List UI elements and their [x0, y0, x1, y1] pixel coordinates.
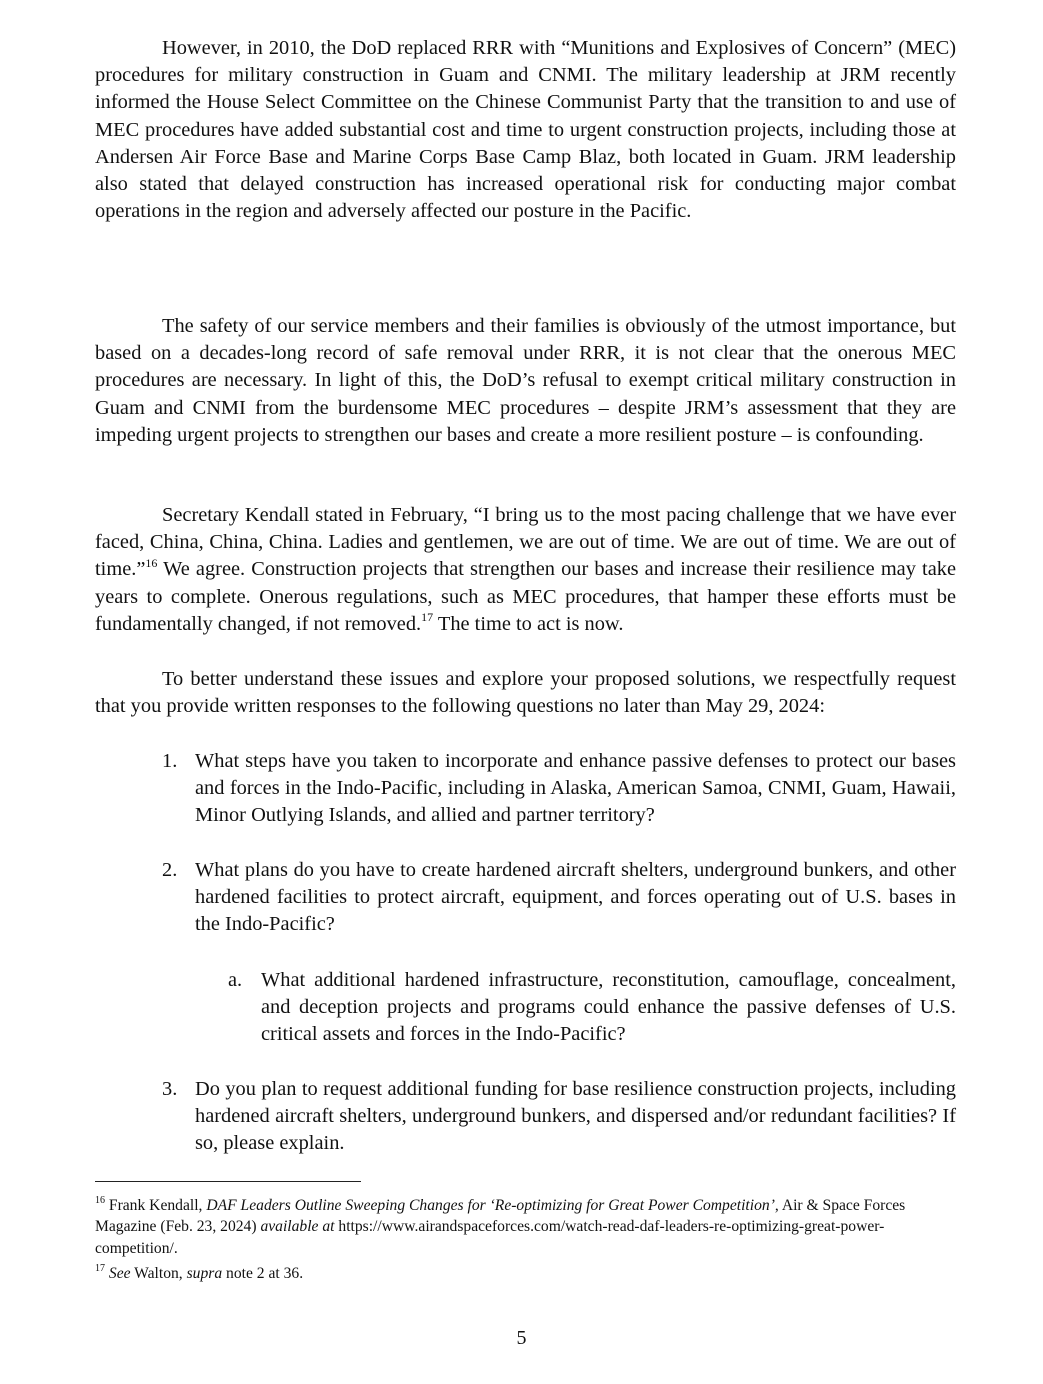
- page-number: 5: [516, 1327, 527, 1349]
- footnote-title: DAF Leaders Outline Sweeping Changes for ‘Re-optimizing for Great Power Competition’: [206, 1197, 775, 1214]
- footnote-available-at: available at: [260, 1218, 335, 1236]
- footnote-16: [95, 1195, 957, 1259]
- question-1: What steps have you taken to incorporate and enhance passive defenses to protect our bases and forces in the Indo-Pacific, including in Alaska, American Samoa, CNMI, Guam, Hawaii, Minor Outlying Islands, and allied and partner territory?: [195, 750, 956, 827]
- paragraph-request: [95, 666, 956, 720]
- footnote-number: 17: [95, 1262, 105, 1274]
- footnote-see: See: [108, 1265, 131, 1282]
- paragraph-text-end: The time to act is now.: [433, 612, 624, 635]
- list-number: 1.: [162, 750, 178, 772]
- paragraph-text: [95, 502, 956, 638]
- footnote-17: [95, 1263, 957, 1284]
- paragraph-safety: [95, 313, 956, 449]
- footnote-author: Frank Kendall,: [105, 1197, 207, 1214]
- list-number: 3.: [162, 1078, 178, 1100]
- paragraph-text: However, in 2010, the DoD replaced RRR with “Munitions and Explosives of Concern” (MEC) procedures for military construction in Guam and CNMI. The military leadership at JRM recently informed the House Select Committee on the Chinese Communist Party that the transition to and use of MEC procedures have added substantial cost and time to urgent construction projects, including those at Andersen Air Force Base and Marine Corps Base Camp Blaz, both located in Guam. JRM leadership also stated that delayed construction has increased operational risk for conducting major combat operations in the region and adversely affected our posture in the Pacific.: [95, 37, 956, 223]
- footnote-publication: , Air & Space Forces Magazine (Feb. 23, 2024): [95, 1197, 906, 1236]
- quote-text: Secretary Kendall stated in February, “I bring us to the most pacing challenge that we have ever faced, China, China, China. Ladies and gentlemen, we are out of time. We are out of time. We are out of time.”: [95, 504, 956, 581]
- paragraph-mec-procedures: [95, 35, 956, 225]
- paragraph-kendall-quote: [95, 502, 956, 638]
- paragraph-text: To better understand these issues and explore your proposed solutions, we respectfully request that you provide written responses to the following questions no later than May 29, 2024:: [95, 668, 956, 718]
- footnote-divider: [95, 1181, 361, 1182]
- footnote-author: Walton,: [130, 1265, 187, 1282]
- list-number: 2.: [162, 859, 178, 881]
- list-letter: a.: [228, 969, 243, 991]
- paragraph-text: The safety of our service members and their families is obviously of the utmost importance, but based on a decades-long record of safe removal under RRR, it is not clear that the onerous MEC procedures are necessary. In light of this, the DoD’s refusal to exempt critical military construction in Guam and CNMI from the burdensome MEC procedures – despite JRM’s assessment that they are impeding urgent projects to strengthen our bases and create a more resilient posture – is confounding.: [95, 315, 956, 446]
- question-2: What plans do you have to create hardened aircraft shelters, underground bunkers, and other hardened facilities to protect aircraft, equipment, and forces operating out of U.S. bases in the Indo-Pacific?: [195, 859, 956, 936]
- paragraph-text-continued: We agree. Construction projects that strengthen our bases and increase their resilience may take years to complete. Onerous regulations, such as MEC procedures, that hamper these efforts must be fundamentally changed, if not removed.: [95, 558, 956, 635]
- footnote-number: 16: [95, 1194, 105, 1206]
- footnote-ref-17: 17: [421, 610, 434, 625]
- question-2a: What additional hardened infrastructure, reconstitution, camouflage, concealment, and deception projects and programs could enhance the passive defenses of U.S. critical assets and forces in the Indo-Pacific?: [261, 969, 956, 1046]
- question-3: Do you plan to request additional funding for base resilience construction projects, including hardened aircraft shelters, underground bunkers, and dispersed and/or redundant facilities? If so, please explain.: [195, 1078, 956, 1155]
- footnote-url: https://www.airandspaceforces.com/watch-read-daf-leaders-re-optimizing-great-power-competition/.: [95, 1218, 885, 1257]
- footnote-supra: supra: [186, 1265, 223, 1282]
- footnote-reference: note 2 at 36.: [222, 1265, 304, 1282]
- footnote-ref-16: 16: [145, 555, 158, 570]
